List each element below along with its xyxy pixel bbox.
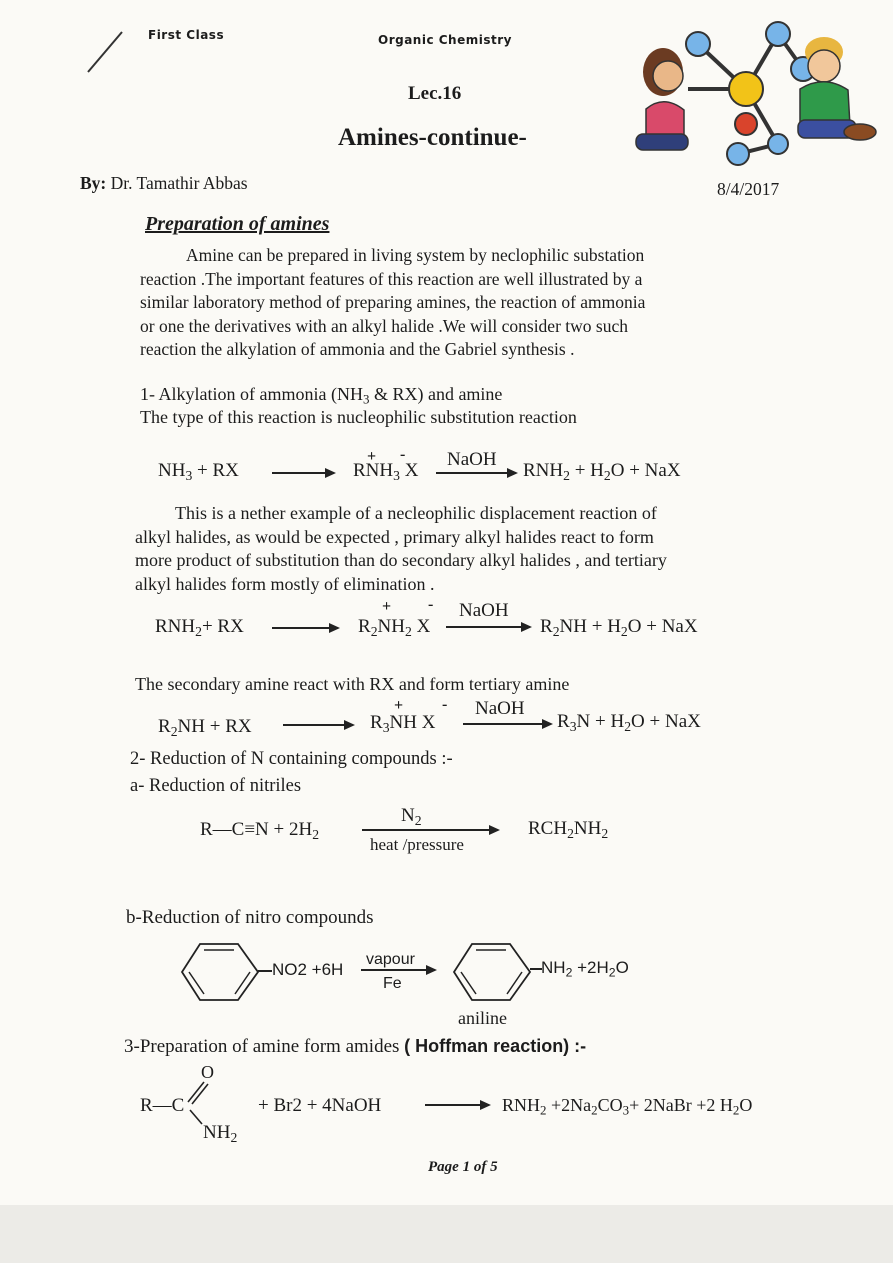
eq2-reactants: $RNH_2+$ RX (155, 616, 244, 639)
amide-nh2: $NH_2$ (203, 1122, 238, 1145)
reaction-arrow (361, 969, 435, 971)
nitriles-heading: a- Reduction of nitriles (130, 776, 302, 796)
class-label: First Class (148, 28, 225, 42)
subject-label: Organic Chemistry (378, 33, 512, 47)
example-line: more product of substitution than do secondary alkyl halides , and tertiary (135, 550, 667, 570)
eq1-reactants: $NH_3$ + RX (158, 460, 239, 483)
minus-charge: - (442, 696, 448, 713)
bond-line (258, 970, 272, 972)
naoh-label: NaOH (475, 698, 525, 719)
reaction-arrow (463, 723, 551, 725)
benzene-ring-icon (180, 942, 260, 1002)
amides-heading-text: 3-Preparation of amine form amides (124, 1036, 405, 1057)
hoffman-reagents: + Br2 + 4NaOH (258, 1095, 382, 1116)
by-label: By: (80, 173, 107, 193)
preparation-heading: Preparation of amines (145, 213, 330, 235)
carbonyl-oxygen: O (201, 1062, 214, 1082)
nitro-heading: b-Reduction of nitro compounds (126, 907, 374, 928)
plus-charge: + (382, 598, 392, 615)
eq3-intermediate: $R_3NH$ X (370, 712, 436, 735)
date-label: 8/4/2017 (717, 179, 780, 199)
nitrile-reactants: R—C≡N + $2H_2$ (200, 819, 320, 842)
nitro-reagent-bottom: Fe (383, 975, 402, 992)
preparation-paragraph (140, 244, 645, 362)
reduction-heading: 2- Reduction of N containing compounds :- (130, 749, 453, 769)
nitro-group: NO2 +6H (272, 960, 344, 979)
nitrile-conditions: heat /pressure (370, 835, 464, 854)
intro-line: or one the derivatives with an alkyl halide .We will consider two such (140, 315, 628, 336)
hoffman-label: ( Hoffman reaction) :- (404, 1036, 587, 1056)
reaction-arrow (425, 1104, 489, 1106)
nitro-reagent-top: vapour (366, 951, 415, 968)
lecture-number: Lec.16 (408, 83, 462, 104)
eq1-products: $RNH_2 + H_2O$ + NaX (523, 460, 681, 483)
example-line: This is a nether example of a necleophilic displacement reaction of (175, 503, 657, 523)
page-bottom-margin (0, 1205, 893, 1263)
intro-line: reaction .The important features of this reaction are well illustrated by a (140, 268, 643, 289)
aniline-label: aniline (458, 1008, 507, 1028)
nitrile-catalyst: $N_2$ (401, 805, 422, 828)
page-number: Page 1 of 5 (428, 1159, 498, 1175)
reaction-arrow (272, 472, 334, 474)
naoh-label: NaOH (447, 449, 497, 470)
eq1-intermediate: $RNH_3$ X (353, 460, 419, 483)
minus-charge: - (428, 596, 434, 613)
secondary-amine-line: The secondary amine react with RX and form tertiary amine (135, 674, 570, 694)
author-name: Dr. Tamathir Abbas (110, 173, 248, 193)
alkylation-heading: 1- Alkylation of ammonia ($NH_3$ & RX) and amine (140, 384, 503, 407)
amide-bonds (180, 1078, 220, 1128)
reaction-arrow (446, 626, 530, 628)
example-paragraph (135, 502, 667, 596)
reaction-arrow (272, 627, 338, 629)
intro-line: Amine can be prepared in living system by neclophilic substation (186, 245, 645, 265)
amides-heading (124, 1036, 586, 1058)
benzene-ring-icon (452, 942, 532, 1002)
hoffman-products: $RNH_2 +2Na_2CO_3+$ 2NaBr +2 $H_2O$ (502, 1095, 753, 1118)
page-title: Amines-continue- (338, 124, 527, 151)
reaction-arrow (362, 829, 498, 831)
intro-line: similar laboratory method of preparing amines, the reaction of ammonia (140, 292, 646, 312)
eq3-reactants: $R_2NH$ + RX (158, 716, 252, 739)
nitro-product: $NH_2 +2H_2O$ (541, 958, 629, 980)
author-line (80, 173, 248, 194)
hoffman-rc: R—C (140, 1095, 185, 1116)
plus-charge: + (394, 697, 404, 714)
reaction-arrow (283, 724, 353, 726)
kids-molecule-clipart (628, 14, 880, 166)
reaction-type-line: The type of this reaction is nucleophilic substitution reaction (140, 407, 577, 427)
eq2-intermediate: $R_2NH_2$ X (358, 616, 431, 639)
example-line: alkyl halides form mostly of elimination . (135, 573, 435, 594)
naoh-label: NaOH (459, 600, 509, 621)
eq2-products: $R_2NH + H_2O$ + NaX (540, 616, 698, 639)
pen-mark-icon (82, 28, 126, 76)
nitrile-product: $RCH_2NH_2$ (528, 818, 609, 841)
reaction-arrow (436, 472, 516, 474)
intro-line: reaction the alkylation of ammonia and the Gabriel synthesis . (140, 339, 575, 359)
example-line: alkyl halides, as would be expected , primary alkyl halides react to form (135, 526, 654, 547)
minus-charge: - (400, 446, 406, 463)
eq3-products: $R_3N + H_2O$ + NaX (557, 711, 701, 734)
plus-charge: + (367, 448, 377, 465)
